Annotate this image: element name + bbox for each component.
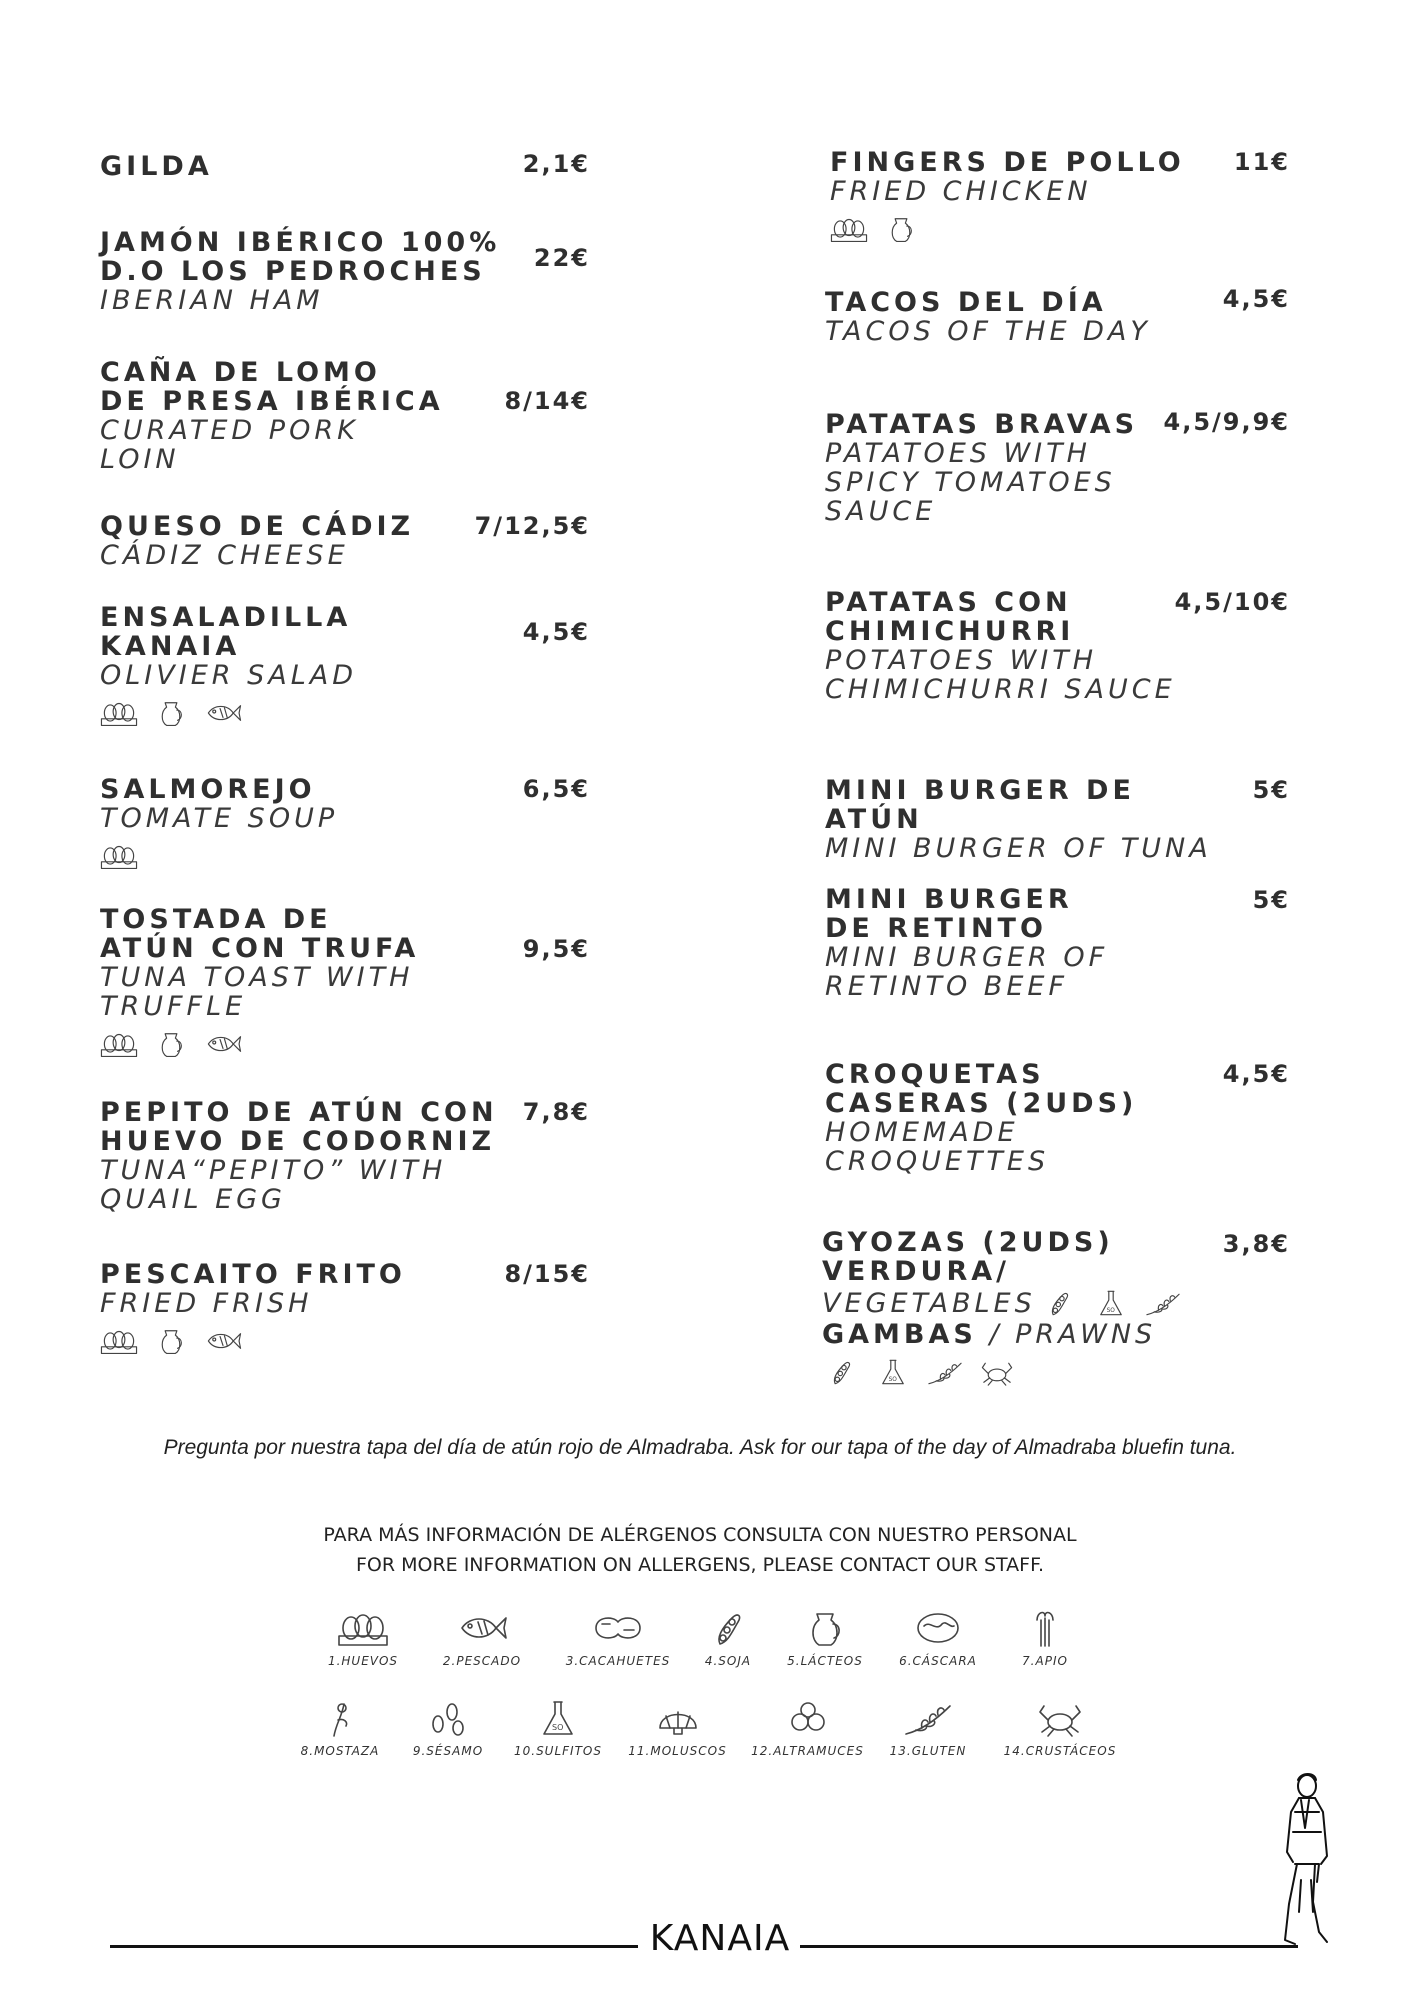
walking-man-illustration xyxy=(1265,1772,1345,1952)
mollusc-icon xyxy=(652,1698,704,1738)
allergen-label: 13.GLUTEN xyxy=(889,1744,967,1758)
fish-icon xyxy=(204,696,242,730)
allergen-icons-vegetables xyxy=(1040,1286,1182,1320)
item-price: 8/15€ xyxy=(504,1260,590,1288)
allergen-label: 3.CACAHUETES xyxy=(565,1654,671,1668)
allergen-pescado xyxy=(427,1608,537,1668)
item-price: 7,8€ xyxy=(522,1098,590,1126)
footer-divider-right xyxy=(800,1945,1298,1948)
gluten-icon xyxy=(902,1698,954,1738)
mustard-icon xyxy=(314,1698,366,1738)
crab-icon xyxy=(1034,1698,1086,1738)
fish-icon xyxy=(204,1027,242,1061)
allergen-icons-prawns xyxy=(822,1355,1222,1389)
item-description-vegetables: VEGETABLES xyxy=(822,1287,1036,1319)
allergen-huevos xyxy=(308,1608,418,1668)
allergen-sulfitos xyxy=(503,1698,613,1758)
item-description: FRIED FRISH xyxy=(100,1288,313,1319)
item-description-prawns: / PRAWNS xyxy=(976,1319,1157,1350)
allergen-label: 6.CÁSCARA xyxy=(899,1654,977,1668)
eggs-icon xyxy=(337,1608,389,1648)
item-name: PEPITO DE ATÚN CON HUEVO DE CODORNIZ xyxy=(100,1097,498,1157)
allergen-icons xyxy=(100,839,520,873)
item-description: CURATED PORK LOIN xyxy=(100,415,359,475)
item-name: JAMÓN IBÉRICO 100% D.O LOS PEDROCHES xyxy=(100,227,501,287)
allergen-soja xyxy=(693,1608,763,1668)
menu-item-tostada-de-atun xyxy=(100,905,520,1061)
allergen-label: 14.CRUSTÁCEOS xyxy=(1003,1744,1117,1758)
allergen-label: 8.MOSTAZA xyxy=(300,1744,380,1758)
allergen-label: 5.LÁCTEOS xyxy=(787,1654,863,1668)
fish-icon xyxy=(456,1608,508,1648)
tapa-of-the-day-note: Pregunta por nuestra tapa del día de atún rojo de Almadraba. Ask for our tapa of the day of Almadraba bluefin tuna. xyxy=(163,1436,1237,1459)
sulfites-icon xyxy=(874,1355,912,1389)
soy-icon xyxy=(1040,1286,1078,1320)
menu-item-cana-de-lomo xyxy=(100,358,520,474)
item-price: 9,5€ xyxy=(522,935,590,963)
allergen-info-en: FOR MORE INFORMATION ON ALLERGENS, PLEASE CONTACT OUR STAFF. xyxy=(355,1554,1045,1576)
milk-jug-icon xyxy=(152,1324,190,1358)
allergen-sesamo xyxy=(398,1698,498,1758)
menu-item-mini-burger-de-retinto xyxy=(825,885,1205,1001)
item-name: FINGERS DE POLLO xyxy=(830,147,1185,178)
item-name: ENSALADILLA KANAIA xyxy=(100,602,352,662)
item-price: 11€ xyxy=(1233,148,1290,176)
item-name: PATATAS CON CHIMICHURRI xyxy=(825,587,1075,647)
allergen-icons xyxy=(100,1027,520,1061)
item-name-prawns: GAMBAS xyxy=(822,1319,977,1350)
peanut-icon xyxy=(592,1608,644,1648)
item-name: TACOS DEL DÍA xyxy=(825,287,1107,318)
allergen-lacteos xyxy=(775,1608,875,1668)
brand-logo: KANAIA xyxy=(649,1918,791,1959)
item-price: 7/12,5€ xyxy=(474,512,590,540)
item-price: 3,8€ xyxy=(1222,1230,1290,1258)
sulfites-icon xyxy=(532,1698,584,1738)
item-price: 4,5€ xyxy=(1222,285,1290,313)
item-description: TUNA“PEPITO” WITH QUAIL EGG xyxy=(100,1155,447,1215)
allergen-icons xyxy=(100,696,520,730)
allergen-mostaza xyxy=(285,1698,395,1758)
eggs-icon xyxy=(100,1324,138,1358)
item-price: 5€ xyxy=(1252,886,1290,914)
menu-item-gilda xyxy=(100,152,480,181)
item-price: 8/14€ xyxy=(504,387,590,415)
lupin-icon xyxy=(782,1698,834,1738)
item-description: TACOS OF THE DAY xyxy=(825,316,1151,347)
allergen-icons xyxy=(100,1324,520,1358)
milk-jug-icon xyxy=(152,1027,190,1061)
allergen-label: 12.ALTRAMUCES xyxy=(751,1744,864,1758)
item-description: POTATOES WITH CHIMICHURRI SAUCE xyxy=(825,645,1176,705)
eggs-icon xyxy=(100,1027,138,1061)
sulfites-icon xyxy=(1092,1286,1130,1320)
item-description: IBERIAN HAM xyxy=(100,285,324,316)
milk-jug-icon xyxy=(152,696,190,730)
allergen-label: 11.MOLUSCOS xyxy=(628,1744,727,1758)
allergen-icons xyxy=(830,212,1210,246)
soy-icon xyxy=(822,1355,860,1389)
celery-icon xyxy=(1019,1608,1071,1648)
item-description: OLIVIER SALAD xyxy=(100,660,358,691)
menu-item-patatas-bravas xyxy=(825,410,1205,526)
item-description: HOMEMADE CROQUETTES xyxy=(825,1117,1050,1177)
item-description: CÁDIZ CHEESE xyxy=(100,540,349,571)
sesame-icon xyxy=(422,1698,474,1738)
gluten-icon xyxy=(926,1355,964,1389)
item-name: GILDA xyxy=(100,151,213,182)
eggs-icon xyxy=(830,212,868,246)
item-name: GYOZAS (2UDS) VERDURA/ xyxy=(822,1227,1114,1287)
item-name: TOSTADA DE ATÚN CON TRUFA xyxy=(100,904,420,964)
allergen-label: 7.APIO xyxy=(1022,1654,1068,1668)
item-description: TOMATE SOUP xyxy=(100,803,339,834)
soy-icon xyxy=(702,1608,754,1648)
item-description: MINI BURGER OF RETINTO BEEF xyxy=(825,942,1109,1002)
allergen-altramuces xyxy=(745,1698,870,1758)
allergen-label: 9.SÉSAMO xyxy=(412,1744,484,1758)
nut-shell-icon xyxy=(912,1608,964,1648)
item-description: MINI BURGER OF TUNA xyxy=(825,833,1212,864)
allergen-crustaceos xyxy=(995,1698,1125,1758)
milk-jug-icon xyxy=(882,212,920,246)
item-price: 4,5/10€ xyxy=(1174,588,1290,616)
fish-icon xyxy=(204,1324,242,1358)
item-description: PATATOES WITH SPICY TOMATOES SAUCE xyxy=(825,438,1116,527)
allergen-label: 10.SULFITOS xyxy=(513,1744,602,1758)
item-price: 22€ xyxy=(533,244,590,272)
footer-divider-left xyxy=(110,1945,638,1948)
crab-icon xyxy=(978,1355,1016,1389)
item-price: 6,5€ xyxy=(522,775,590,803)
milk-jug-icon xyxy=(799,1608,851,1648)
allergen-cascara xyxy=(888,1608,988,1668)
eggs-icon xyxy=(100,839,138,873)
allergen-apio xyxy=(1005,1608,1085,1668)
item-name: CAÑA DE LOMO DE PRESA IBÉRICA xyxy=(100,357,444,417)
allergen-label: 4.SOJA xyxy=(704,1654,752,1668)
item-name: PATATAS BRAVAS xyxy=(825,409,1139,440)
item-name: PESCAITO FRITO xyxy=(100,1259,406,1290)
item-price: 5€ xyxy=(1252,776,1290,804)
item-description: FRIED CHICKEN xyxy=(830,176,1092,207)
item-description: TUNA TOAST WITH TRUFFLE xyxy=(100,962,414,1022)
allergen-info-es: PARA MÁS INFORMACIÓN DE ALÉRGENOS CONSULTA CON NUESTRO PERSONAL xyxy=(323,1524,1077,1546)
allergen-gluten xyxy=(878,1698,978,1758)
item-name: MINI BURGER DE RETINTO xyxy=(825,884,1073,944)
item-name: MINI BURGER DE ATÚN xyxy=(825,775,1135,835)
item-price: 4,5€ xyxy=(1222,1060,1290,1088)
allergen-moluscos xyxy=(620,1698,735,1758)
eggs-icon xyxy=(100,696,138,730)
menu-item-tacos-del-dia xyxy=(825,288,1205,346)
item-price: 4,5/9,9€ xyxy=(1163,408,1290,436)
item-price: 4,5€ xyxy=(522,618,590,646)
item-name: SALMOREJO xyxy=(100,774,316,805)
item-price: 2,1€ xyxy=(522,150,590,178)
allergen-label: 2.PESCADO xyxy=(442,1654,522,1668)
gluten-icon xyxy=(1144,1286,1182,1320)
item-name: QUESO DE CÁDIZ xyxy=(100,511,415,542)
allergen-cacahuetes xyxy=(558,1608,678,1668)
allergen-label: 1.HUEVOS xyxy=(327,1654,399,1668)
item-name: CROQUETAS CASERAS (2UDS) xyxy=(825,1059,1138,1119)
menu-item-croquetas-caseras xyxy=(825,1060,1205,1176)
